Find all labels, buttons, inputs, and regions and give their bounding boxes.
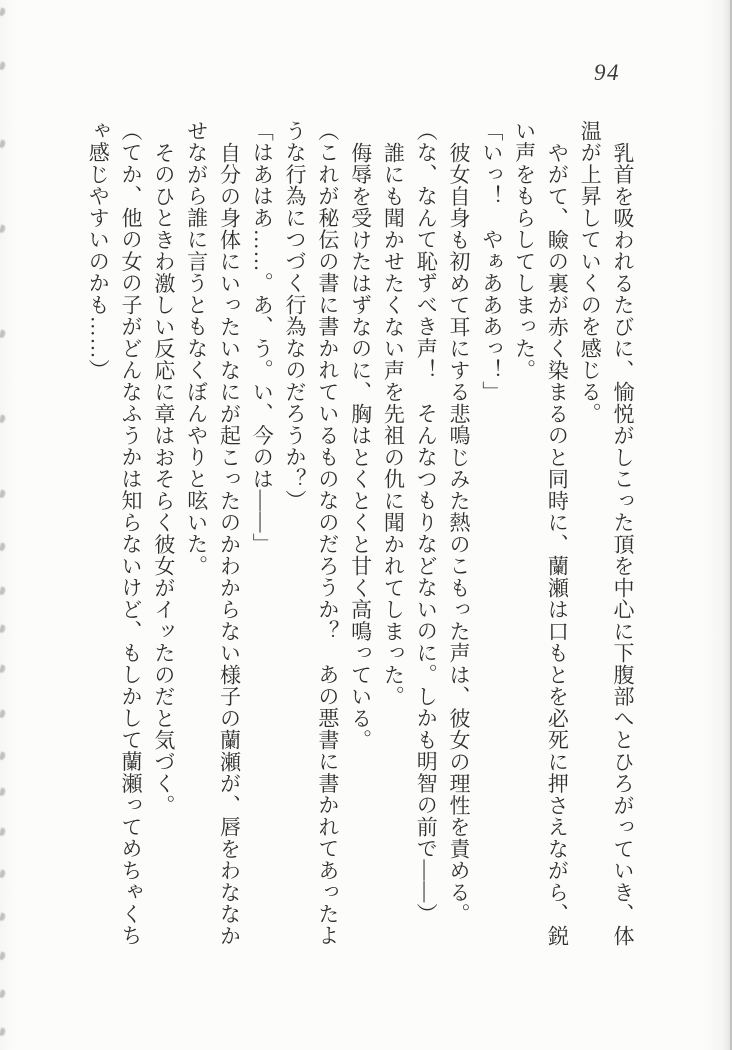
edge-bleed-mark [0,912,6,921]
edge-bleed-mark [0,624,6,633]
paragraph: 「はあはあ……。あ、う。い、今のは――」 [250,120,275,555]
paragraph: （な、なんて恥ずべき声！ そんなつもりなどないのに。しかも明智の前で――） [414,120,439,925]
paragraph: そのひときわ激しい反応に章はおそらく彼女がイッたのだと気づく。 [151,141,176,817]
edge-bleed-mark [0,586,6,595]
edge-bleed-mark [0,709,6,718]
page-right-edge-band [722,0,730,1050]
paragraph: （てか、他の女の子がどんなふうかは知らないけど、もしかして蘭瀬ってめちゃくちゃ感じやすいのかも……） [86,120,144,947]
paragraph: 自分の身体にいったいなにが起こったのかわからない様子の蘭瀬が、唇をわななかせながら誰に言うともなくぼんやりと呟いた。 [184,120,242,947]
edge-bleed-mark [0,827,6,836]
edge-bleed-mark [0,224,6,233]
paragraph: やがて、瞼の裏が赤く染まるのと同時に、蘭瀬は口もとを必死に押さえながら、鋭い声をもらしてしまった。 [512,120,570,947]
edge-bleed-mark [0,1027,6,1036]
edge-bleed-mark [0,664,6,673]
edge-bleed-mark [0,989,6,998]
edge-bleed-mark [0,869,6,878]
paragraph: 誰にも聞かせたくない声を先祖の仇に聞かれてしまった。 [381,141,406,708]
paragraph: 侮辱を受けたはずなのに、胸はとくとくと甘く高鳴っている。 [348,141,373,751]
edge-bleed-mark [0,751,6,760]
paragraph: 「いっ！ やぁあああっ！」 [479,120,504,403]
edge-bleed-mark [0,787,6,796]
edge-bleed-mark [0,139,6,148]
paragraph: （これが秘伝の書に書かれているものなのだろうか？ あの悪書に書かれてあったような行為につづく行為なのだろうか？） [283,120,340,947]
edge-bleed-mark [0,489,6,498]
edge-bleed-mark [0,542,6,551]
paragraph: 彼女自身も初めて耳にする悲鳴じみた熱のこもった声は、彼女の理性を責める。 [447,141,472,925]
edge-bleed-mark [0,951,6,960]
edge-bleed-mark [0,414,6,423]
novel-text-block [81,120,639,948]
edge-bleed-mark [0,7,6,16]
edge-bleed-mark [0,329,6,338]
page-number: 94 [594,60,620,85]
paragraph: 乳首を吸われるたびに、愉悦がしこった頂を中心に下腹部へとひろがっていき、体温が上昇していくのを感じる。 [578,120,635,947]
edge-bleed-mark [0,61,6,70]
